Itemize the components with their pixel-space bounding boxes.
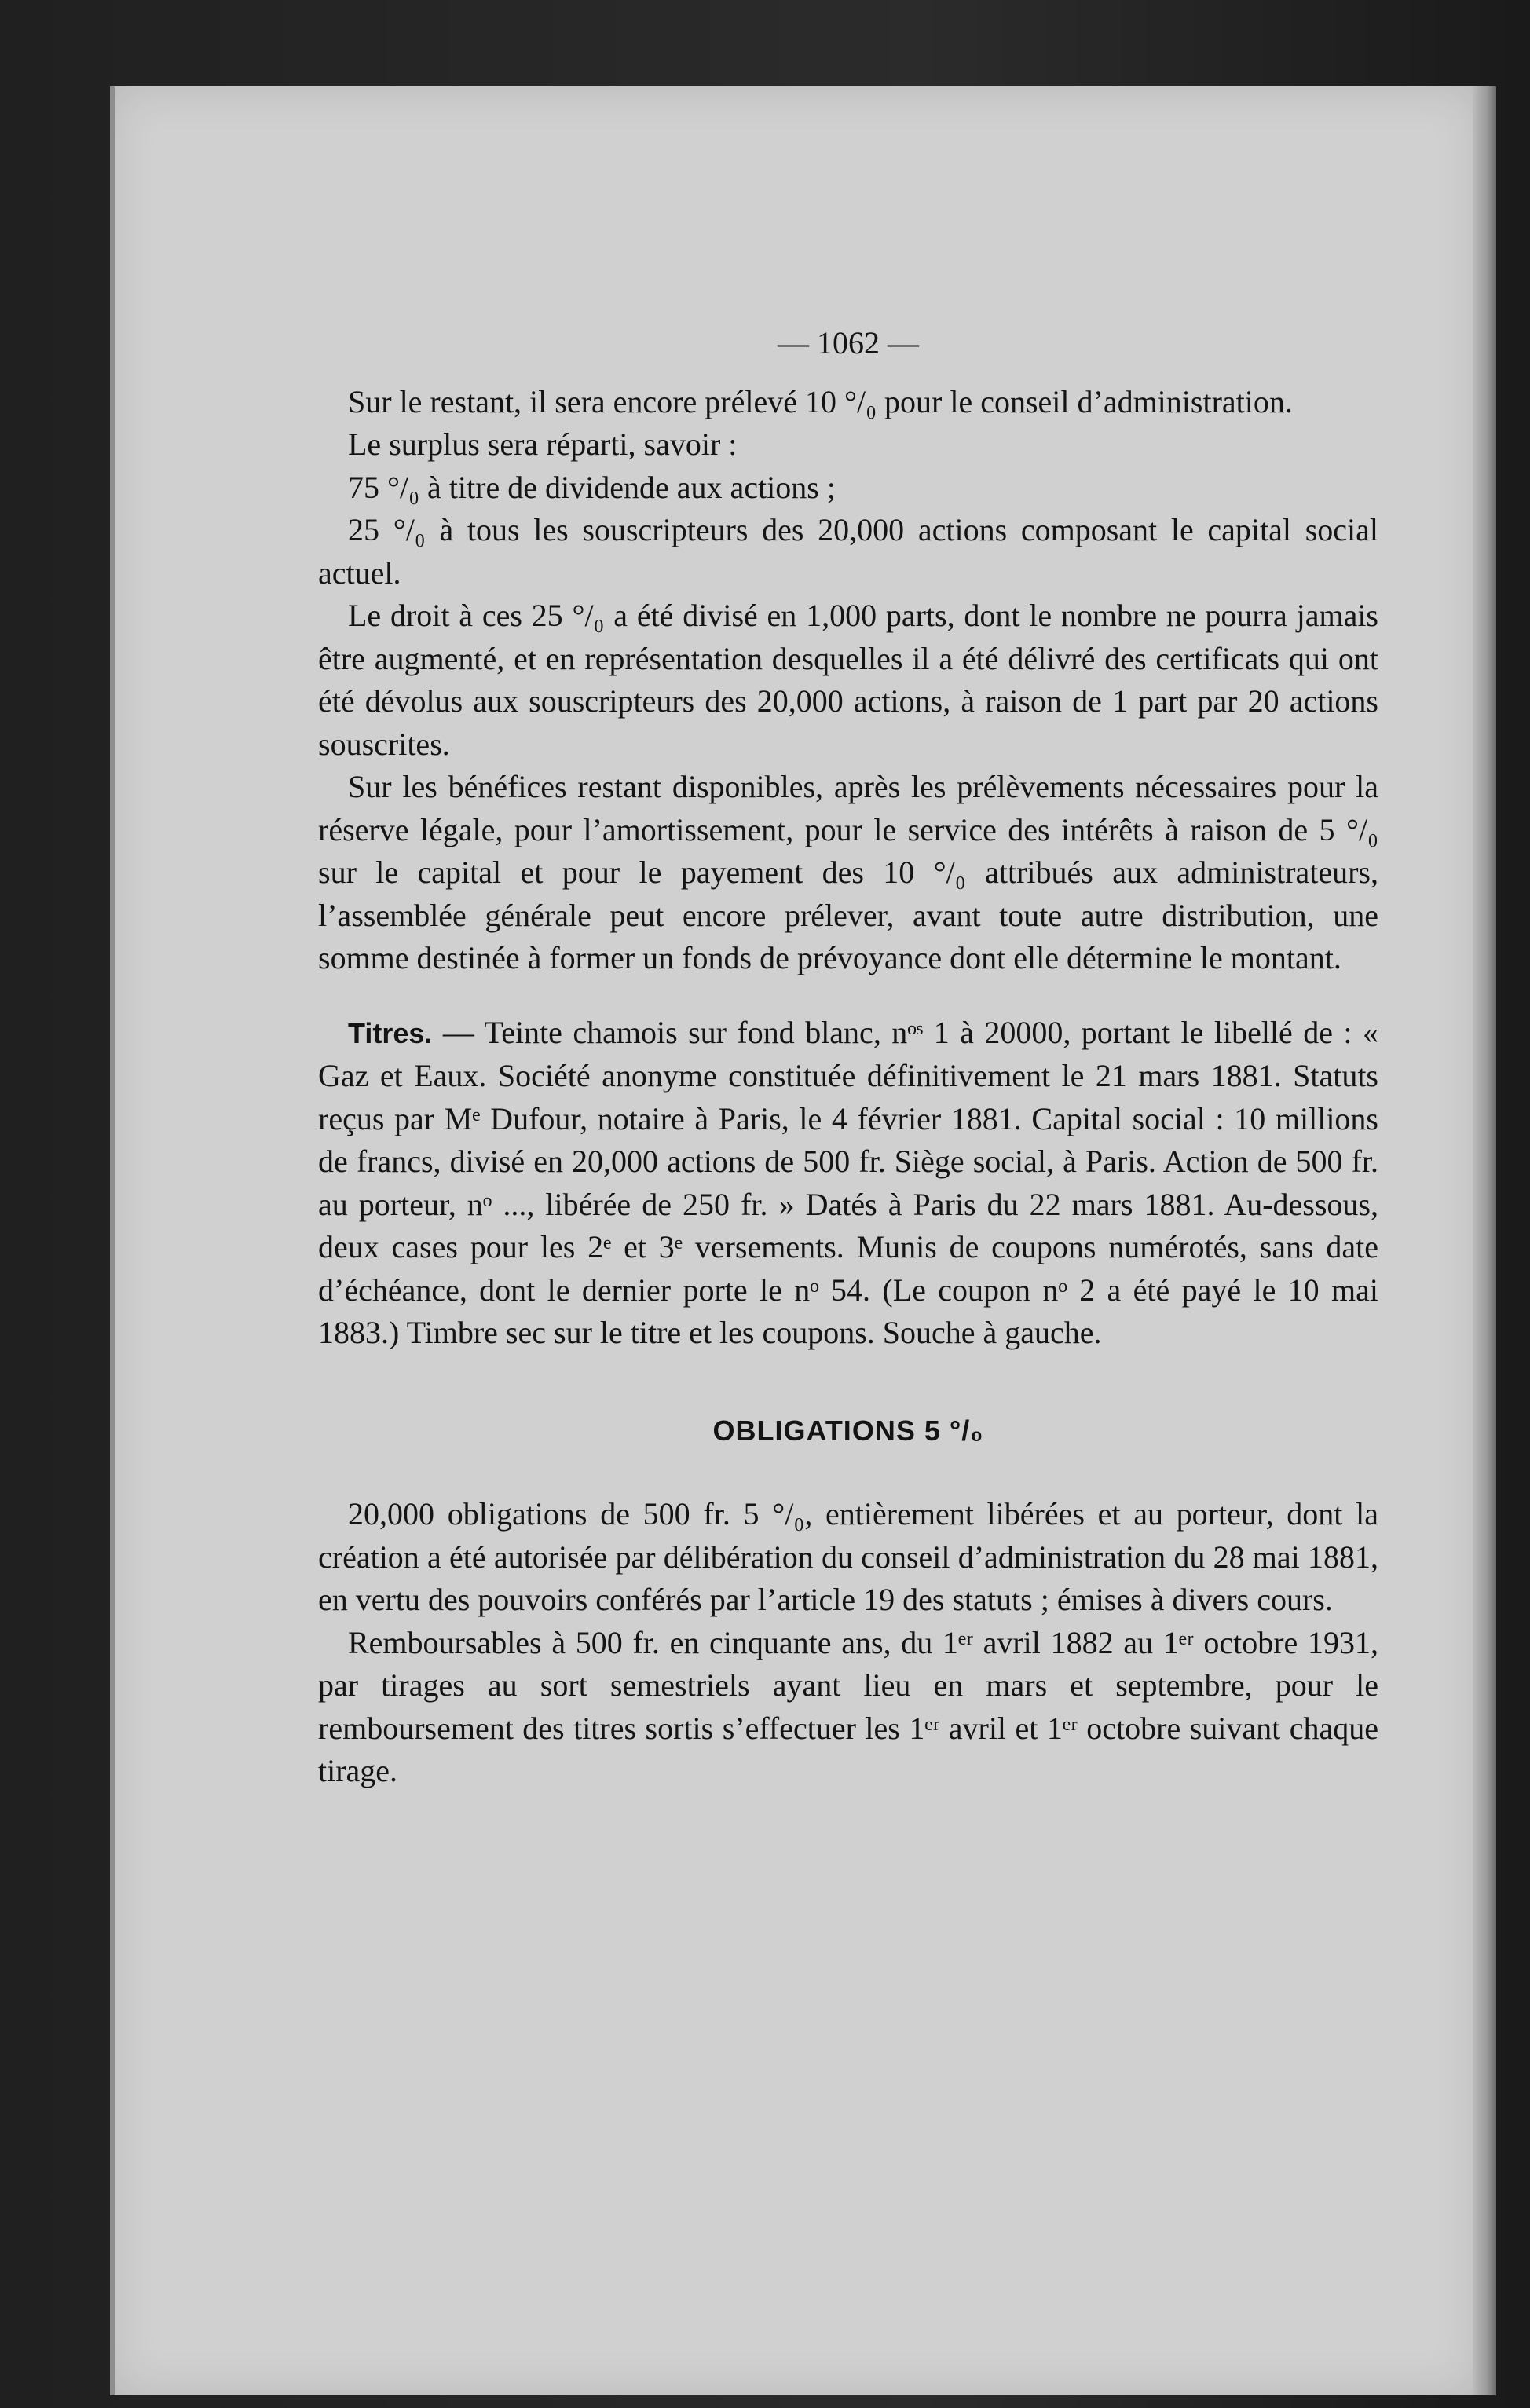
- page-right-edge: [1473, 86, 1496, 2395]
- paragraph-souscripteurs: 25 °/₀ à tous les souscripteurs des 20,000 actions composant le capital social actuel.: [318, 512, 1378, 591]
- titres-lead: Titres.: [348, 1016, 433, 1049]
- paragraph-prelevement: Sur le restant, il sera encore prélevé 10 °/₀ pour le conseil d’administration.: [348, 383, 1293, 419]
- paragraph-dividende: 75 °/₀ à titre de dividende aux actions ;: [348, 469, 836, 505]
- paragraph-titres: [318, 1012, 1378, 1355]
- section-heading: OBLIGATIONS 5 °/₀: [712, 1414, 984, 1447]
- page-number: — 1062 —: [778, 325, 919, 360]
- paragraph-surplus: Le surplus sera réparti, savoir :: [348, 426, 738, 462]
- titres-text: — Teinte chamois sur fond blanc, nᵒˢ 1 à 20000, portant le libellé de : « Gaz et Eaux. Société anonyme constituée définitivement le 21 mars 1881. Statuts reçus par Mᵉ Dufour, notaire à Paris, le 4 février 1881. Capital social : 10 millions de francs, divisé en 20,000 actions de 500 fr. Siège social, à Paris. Action de 500 fr. au porteur, nᵒ ..., libérée de 250 fr. » Datés à Paris du 22 mars 1881. Au-dessous, deux cases pour les 2ᵉ et 3ᵉ versements. Munis de coupons numérotés, sans date d’échéance, dont le dernier porte le nᵒ 54. (Le coupon nᵒ 2 a été payé le 10 mai 1883.) Timbre sec sur le titre et les coupons. Souche à gauche.: [318, 1014, 1378, 1350]
- page-left-edge: [110, 86, 115, 2395]
- text-column: [318, 322, 1378, 1793]
- paragraph-obligations: 20,000 obligations de 500 fr. 5 °/₀, entièrement libérées et au porteur, dont la création a été autorisée par délibération du conseil d’administration du 28 mai 1881, en vertu des pouvoirs conférés par l’article 19 des statuts ; émises à divers cours.: [318, 1496, 1378, 1617]
- spacer: [318, 980, 1378, 1012]
- paragraph-remboursables: Remboursables à 500 fr. en cinquante ans, du 1ᵉʳ avril 1882 au 1ᵉʳ octobre 1931, par tirages au sort semestriels ayant lieu en mars et septembre, pour le remboursement des titres sortis s’effectuer les 1ᵉʳ avril et 1ᵉʳ octobre suivant chaque tirage.: [318, 1624, 1378, 1788]
- paragraph-benefices: Sur les bénéfices restant disponibles, après les prélèvements nécessaires pour la réserve légale, pour l’amortissement, pour le service des intérêts à raison de 5 °/₀ sur le capital et pour le payement des 10 °/₀ attribués aux administrateurs, l’assemblée générale peut encore prélever, avant toute autre distribution, une somme destinée à former un fonds de prévoyance dont elle détermine le montant.: [318, 769, 1378, 975]
- paragraph-parts: Le droit à ces 25 °/₀ a été divisé en 1,000 parts, dont le nombre ne pourra jamais être augmenté, et en représentation desquelles il a été délivré des certificats qui ont été dévolus aux souscripteurs des 20,000 actions, à raison de 1 part par 20 actions souscrites.: [318, 598, 1378, 762]
